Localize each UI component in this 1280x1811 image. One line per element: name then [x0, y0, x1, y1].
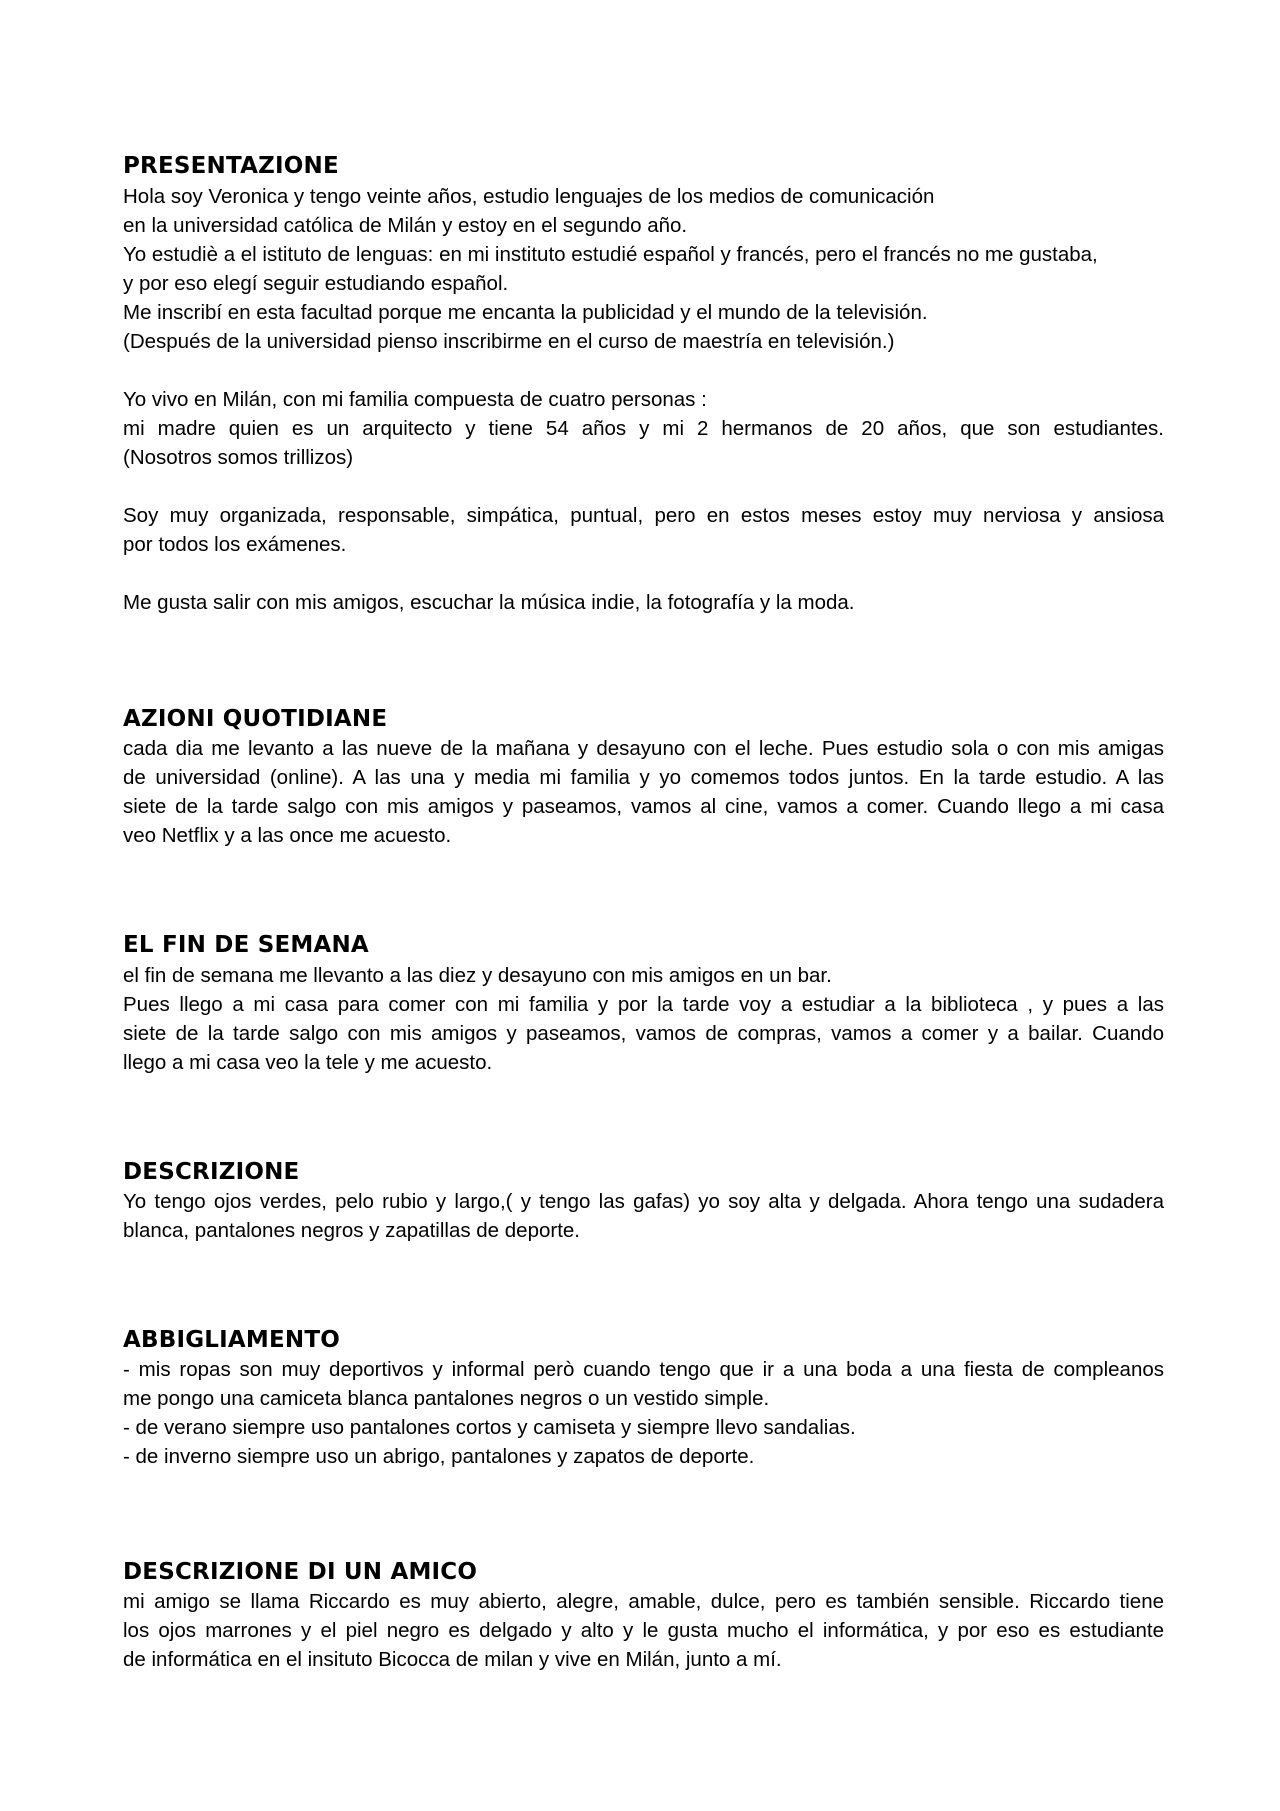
section-heading-el-fin-de-semana: EL FIN DE SEMANA: [123, 932, 369, 958]
paragraph-line: llego a mi casa veo la tele y me acuesto.: [123, 1051, 493, 1074]
paragraph-line: el fin de semana me llevanto a las diez y desayuno con mis amigos en un bar.: [123, 964, 832, 987]
paragraph-line: - de verano siempre uso pantalones cortos y camiseta y siempre llevo sandalias.: [123, 1416, 856, 1439]
paragraph-line: en la universidad católica de Milán y estoy en el segundo año.: [123, 214, 688, 237]
paragraph-line: - de inverno siempre uso un abrigo, pantalones y zapatos de deporte.: [123, 1445, 755, 1468]
paragraph-line: Pues llego a mi casa para comer con mi familia y por la tarde voy a estudiar a la biblioteca , y pues a las: [123, 993, 1164, 1016]
paragraph-line: Me gusta salir con mis amigos, escuchar la música indie, la fotografía y la moda.: [123, 591, 855, 614]
paragraph-line: Yo vivo en Milán, con mi familia compuesta de cuatro personas :: [123, 388, 707, 411]
paragraph-line: de universidad (online). A las una y media mi familia y yo comemos todos juntos. En la tarde estudio. A las: [123, 766, 1164, 789]
paragraph-line: Soy muy organizada, responsable, simpática, puntual, pero en estos meses estoy muy nerviosa y ansiosa: [123, 504, 1164, 527]
paragraph-line: cada dia me levanto a las nueve de la mañana y desayuno con el leche. Pues estudio sola o con mis amigas: [123, 737, 1164, 760]
paragraph-line: mi madre quien es un arquitecto y tiene 54 años y mi 2 hermanos de 20 años, que son estudiantes.: [123, 417, 1164, 440]
paragraph-line: blanca, pantalones negros y zapatillas de deporte.: [123, 1219, 581, 1242]
paragraph-line: Yo estudiè a el istituto de lenguas: en mi instituto estudié español y francés, pero el francés no me gustaba,: [123, 243, 1098, 266]
paragraph-line: y por eso elegí seguir estudiando español.: [123, 272, 509, 295]
paragraph-line: Me inscribí en esta facultad porque me encanta la publicidad y el mundo de la televisión.: [123, 301, 928, 324]
section-heading-descrizione-di-un-amico: DESCRIZIONE DI UN AMICO: [123, 1559, 478, 1585]
paragraph-line: me pongo una camiceta blanca pantalones negros o un vestido simple.: [123, 1387, 770, 1410]
section-heading-presentazione: PRESENTAZIONE: [123, 153, 339, 179]
section-heading-azioni-quotidiane: AZIONI QUOTIDIANE: [123, 706, 388, 732]
paragraph-line: siete de la tarde salgo con mis amigos y paseamos, vamos al cine, vamos a comer. Cuando llego a mi casa: [123, 795, 1164, 818]
paragraph-line: (Después de la universidad pienso inscribirme en el curso de maestría en televisión.): [123, 330, 895, 353]
paragraph-line: Yo tengo ojos verdes, pelo rubio y largo,( y tengo las gafas) yo soy alta y delgada. Ahora tengo una sudadera: [123, 1190, 1164, 1213]
paragraph-line: Hola soy Veronica y tengo veinte años, estudio lenguajes de los medios de comunicación: [123, 185, 935, 208]
paragraph-line: los ojos marrones y el piel negro es delgado y alto y le gusta mucho el informática, y por eso es estudiante: [123, 1619, 1164, 1642]
paragraph-line: de informática en el insituto Bicocca de milan y vive en Milán, junto a mí.: [123, 1648, 782, 1671]
section-heading-abbigliamento: ABBIGLIAMENTO: [123, 1327, 341, 1353]
paragraph-line: - mis ropas son muy deportivos y informal però cuando tengo que ir a una boda a una fiesta de compleanos: [123, 1358, 1164, 1381]
paragraph-line: (Nosotros somos trillizos): [123, 446, 354, 469]
paragraph-line: mi amigo se llama Riccardo es muy abierto, alegre, amable, dulce, pero es también sensible. Riccardo tiene: [123, 1590, 1164, 1613]
paragraph-line: por todos los exámenes.: [123, 533, 347, 556]
section-heading-descrizione: DESCRIZIONE: [123, 1159, 300, 1185]
paragraph-line: siete de la tarde salgo con mis amigos y paseamos, vamos de compras, vamos a comer y a bailar. Cuando: [123, 1022, 1164, 1045]
paragraph-line: veo Netflix y a las once me acuesto.: [123, 824, 452, 847]
